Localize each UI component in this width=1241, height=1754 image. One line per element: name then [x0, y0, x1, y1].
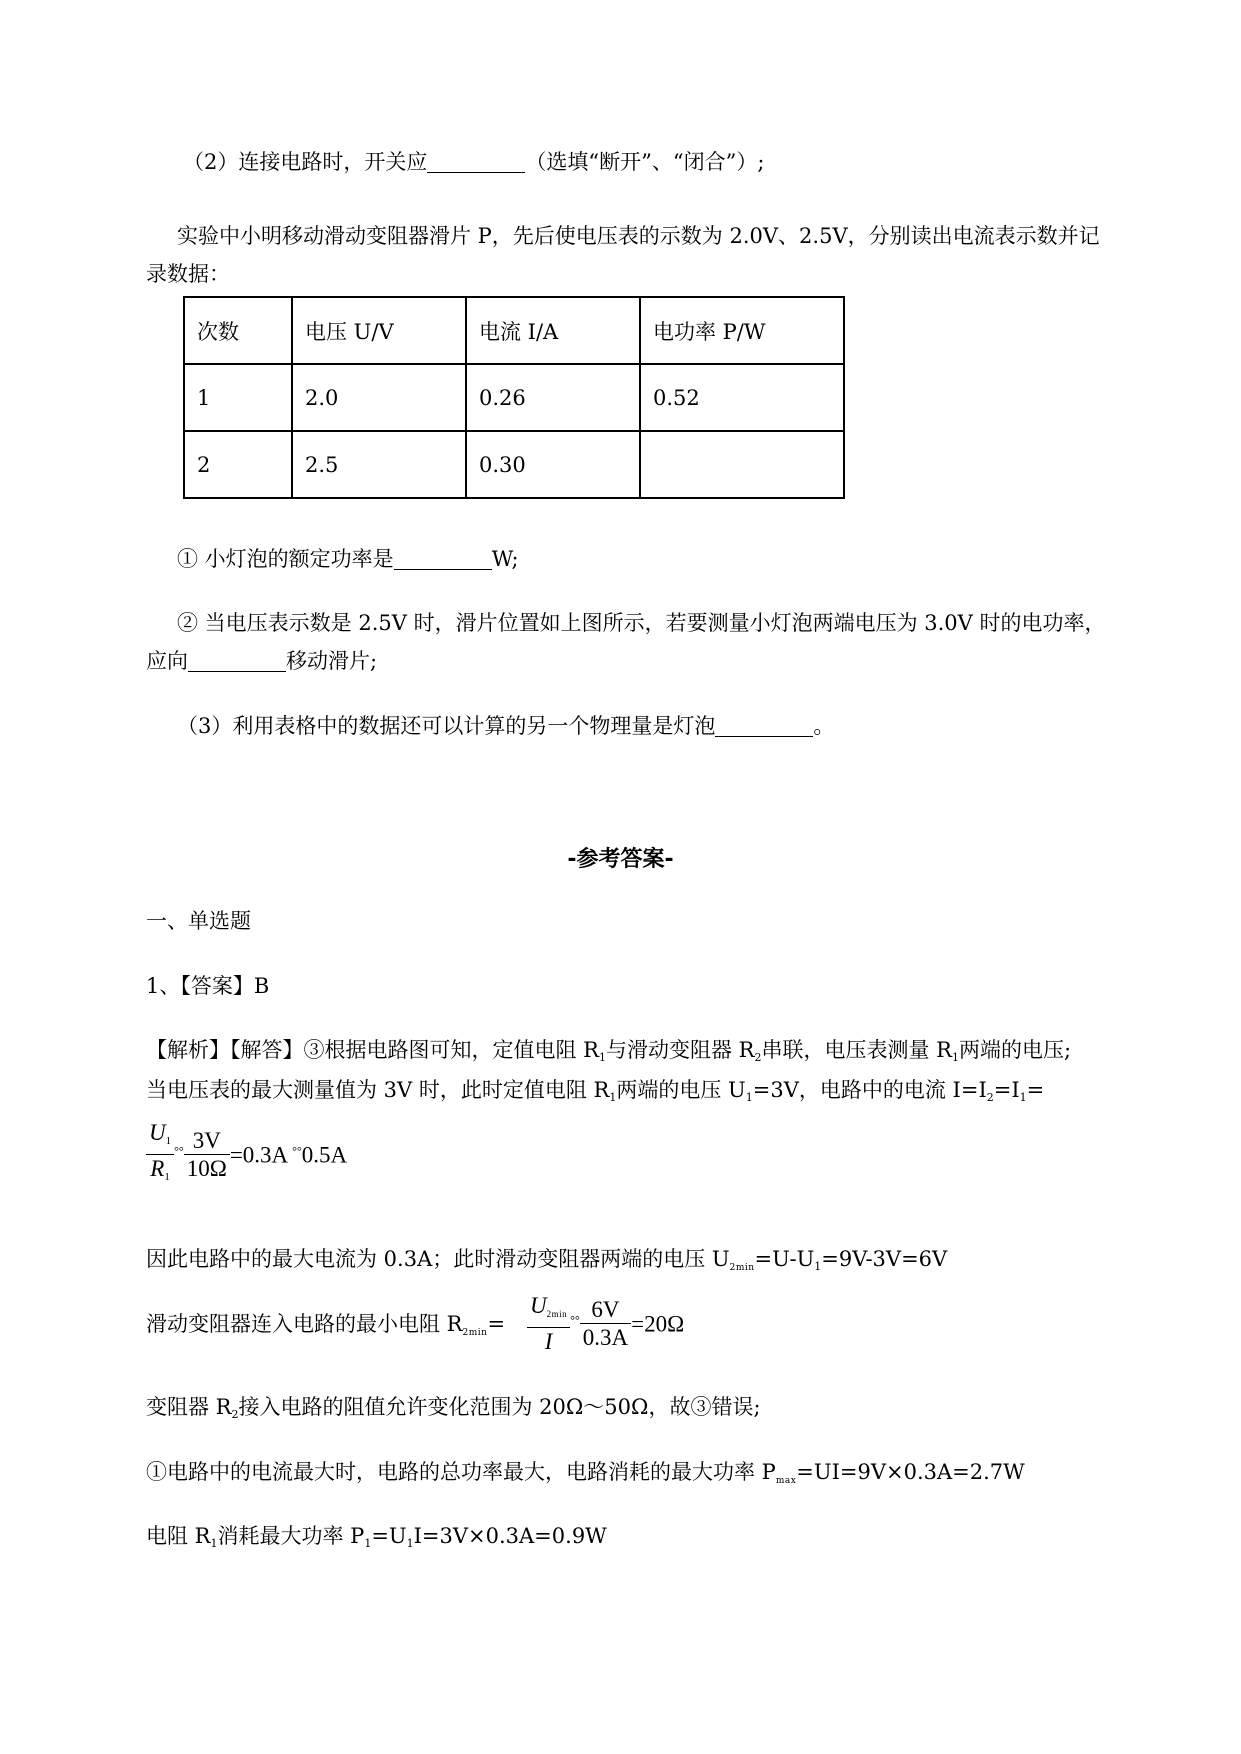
question-3: （3）利用表格中的数据还可以计算的另一个物理量是灯泡 。 [177, 714, 835, 738]
table-header-cell: 电流 I/A [466, 297, 640, 364]
experiment-text-line1: 实验中小明移动滑动变阻器滑片 P，先后使电压表的示数为 2.0V、2.5V，分别读出电流表示数并记 [177, 224, 1100, 248]
min-resistance-line: 滑动变阻器连入电路的最小电阻 R2min= [146, 1312, 506, 1338]
max-current-line: 因此电路中的最大电流为 0.3A；此时滑动变阻器两端的电压 $U2\min=U-U_1=9V-3V=6V$ [146, 1247, 948, 1273]
equation-current: $\frac{U_1}{R_1}$ °° $\frac{3V}{10\Omega}$ =0.3A °°0.5A [146, 1120, 347, 1191]
resistance-range-line: 变阻器 $R_2$接入电路的阻值允许变化范围为 20Ω～50Ω，故③错误; [146, 1395, 761, 1421]
table-header-cell: 电压 U/V [292, 297, 466, 364]
answer-item-1: 1、【答案】B [146, 974, 270, 998]
table-cell: 0.52 [640, 364, 844, 431]
answer-blank [188, 649, 286, 672]
experiment-text-line2: 录数据： [146, 262, 230, 286]
table-header-cell: 电功率 P/W [640, 297, 844, 364]
sub-question-2-line2: 应向 移动滑片; [146, 649, 378, 673]
fraction-6v-0-3a: $\frac{6V}{0.3A}$ [580, 1297, 631, 1352]
sub-question-1: ① 小灯泡的额定功率是 W; [177, 547, 519, 571]
sub-question-2-line1: ② 当电压表示数是 2.5V 时，滑片位置如上图所示，若要测量小灯泡两端电压为 3.0V 时的电功率， [177, 611, 1106, 635]
answer-blank [427, 150, 525, 173]
section-heading: 一、单选题 [146, 909, 251, 933]
fraction-3v-10ohm: $\frac{3V}{10\Omega}$ [184, 1128, 230, 1183]
r1-power-line: 电阻 $R_1$消耗最大功率 $P_1=U_1I=3V\times 0.3A=0.9W$ [146, 1524, 607, 1550]
table-header-cell: 次数 [184, 297, 292, 364]
equation-min-resistance: $\frac{U2\min}{I}$ °° $\frac{6V}{0.3A}$ =20Ω [527, 1293, 684, 1356]
analysis-line2: 当电压表的最大测量值为 3V 时，此时定值电阻 $R_1$两端的电压 $U_1=3V$，电路中的电流 $I=I_2=I_1=$ [146, 1078, 1045, 1104]
table-cell: 2.5 [292, 431, 466, 498]
fraction-u2min-i: $\frac{U2\min}{I}$ [527, 1293, 570, 1356]
answers-title: -参考答案- [567, 847, 674, 872]
max-power-line: ①电路中的电流最大时，电路的总功率最大，电路消耗的最大功率 Pmax=UI=9V×0.3A=2.7W [146, 1460, 1025, 1486]
table-row [184, 364, 844, 431]
answer-blank [715, 714, 813, 737]
table-cell [640, 431, 844, 498]
table-header-row [184, 297, 844, 364]
answer-blank [394, 547, 492, 570]
question-2: （2）连接电路时，开关应 （选填“断开”、“闭合”）; [183, 150, 765, 174]
table-row [184, 431, 844, 498]
table-cell: 0.30 [466, 431, 640, 498]
table-cell: 0.26 [466, 364, 640, 431]
data-table [183, 296, 845, 499]
fraction-u1-r1: $\frac{U_1}{R_1}$ [146, 1120, 174, 1191]
table-cell: 2.0 [292, 364, 466, 431]
table-cell: 1 [184, 364, 292, 431]
table-cell: 2 [184, 431, 292, 498]
analysis-line1: 【解析】【解答】③根据电路图可知，定值电阻 $R_1$与滑动变阻器 $R_2$串联，电压表测量 $R_1$两端的电压; [146, 1038, 1072, 1064]
